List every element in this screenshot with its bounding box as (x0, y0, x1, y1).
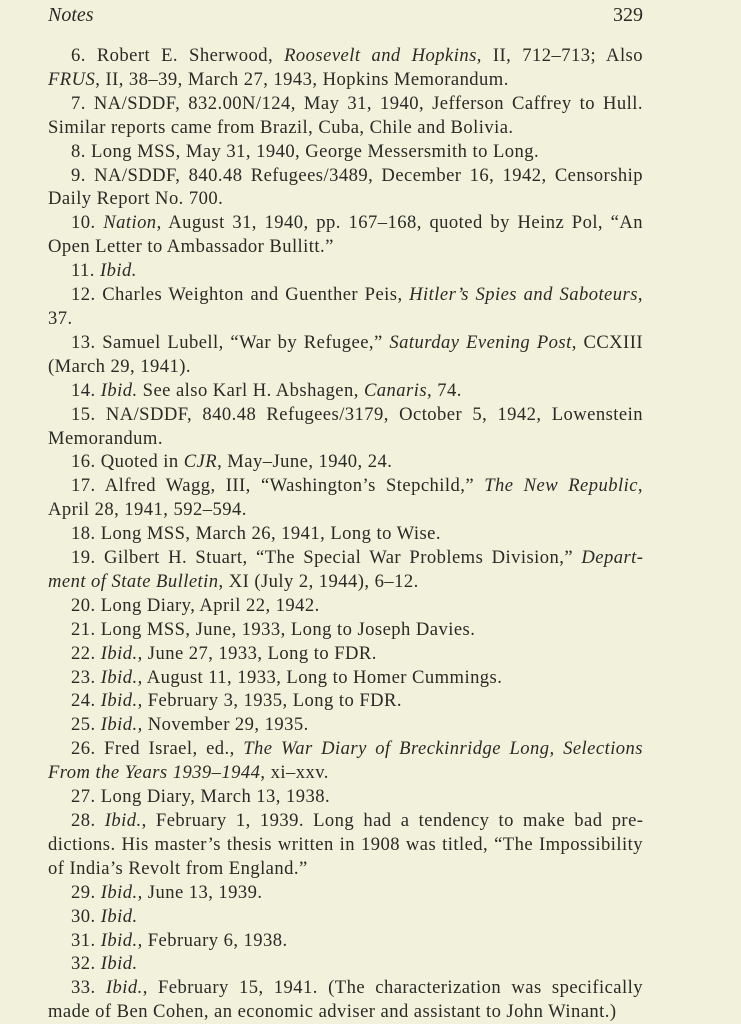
footnote (48, 546, 643, 594)
footnote (48, 331, 643, 379)
note-text: 26. Fred Israel, ed., (71, 738, 244, 760)
footnote (48, 905, 643, 929)
note-text: 17. Alfred Wagg, III, “Washington’s Stepchild,” (71, 475, 485, 497)
note-italic-text: Nation (103, 212, 157, 234)
note-italic-text: Ibid. (100, 690, 138, 712)
footnote (48, 594, 643, 618)
note-text: 13. Samuel Lubell, “War by Refugee,” (71, 331, 390, 353)
note-text: , II, 712–713; Also (476, 45, 643, 66)
note-italic-text: Ibid. (100, 642, 138, 664)
note-italic-text: The New Republic (484, 475, 638, 497)
note-text: , August 11, 1933, Long to Homer Cummings. (137, 666, 503, 688)
note-text: , May–June, 1940, 24. (217, 451, 393, 473)
note-text: 14. (71, 379, 101, 401)
note-text: , August 31, 1940, pp. 167–168, quoted by Heinz Pol, “An Open Letter to Ambassador Bullitt.” (48, 212, 643, 258)
note-text: 33. (71, 977, 106, 999)
note-text: 30. (71, 905, 101, 927)
footnote (48, 642, 643, 666)
note-text: 6. Robert E. Sherwood, (71, 45, 285, 66)
note-italic-text: Ibid. (100, 379, 138, 401)
note-italic-text: Ibid. (100, 714, 138, 736)
note-text: 10. (71, 212, 104, 234)
note-italic-text: Ibid. (100, 666, 138, 688)
footnote (48, 809, 643, 881)
note-text: , CCXIII (March 29, 1941). (48, 331, 643, 377)
note-text: 21. Long MSS, June, 1933, Long to Joseph Davies. (71, 618, 476, 640)
note-italic-text: The War Diary of Breckinridge Long, Selections From the Years 1939–1944 (48, 738, 643, 784)
note-text: 19. Gilbert H. Stuart, “The Special War Problems Division,” (71, 547, 582, 569)
note-text: , xi–xxv. (260, 762, 329, 784)
note-text: , 74. (427, 379, 462, 401)
note-italic-text: Ibid. (100, 905, 138, 927)
note-text: 22. (71, 642, 101, 664)
note-text: , February 3, 1935, Long to FDR. (137, 690, 402, 712)
footnote (48, 92, 643, 140)
note-text: 20. Long Diary, April 22, 1942. (71, 594, 320, 616)
footnote (48, 689, 643, 713)
note-text: 27. Long Diary, March 13, 1938. (71, 786, 331, 808)
note-italic-text: Canaris (363, 379, 428, 401)
footnote (48, 259, 643, 283)
footnote (48, 44, 643, 92)
footnote (48, 881, 643, 905)
footnote (48, 785, 643, 809)
note-italic-text: Ibid. (100, 953, 138, 975)
note-text: , XI (July 2, 1944), 6–12. (218, 570, 419, 592)
footnote (48, 379, 643, 403)
footnote (48, 737, 643, 785)
footnote (48, 211, 643, 259)
page-header (48, 4, 643, 30)
note-text: 11. (71, 260, 101, 282)
note-text: , February 15, 1941. (The characterization was specifically made of Ben Cohen, an economic adviser and assistant to John Winant.) (48, 977, 643, 1023)
footnote (48, 164, 643, 212)
note-text: 16. Quoted in (71, 451, 184, 473)
note-text: 12. Charles Weighton and Guenther Peis, (71, 284, 410, 306)
footnote (48, 450, 643, 474)
note-text: 24. (71, 690, 101, 712)
note-italic-text: Roosevelt and Hopkins (284, 45, 477, 66)
footnote (48, 283, 643, 331)
notes-list (48, 44, 643, 1024)
note-text: , 37. (48, 284, 643, 329)
note-text: 29. (71, 881, 101, 903)
note-text: 25. (71, 714, 101, 736)
note-text: , April 28, 1941, 592–594. (48, 475, 644, 521)
running-head: Notes (48, 4, 94, 26)
note-italic-text: Ibid. (100, 929, 138, 951)
note-italic-text: Ibid. (105, 977, 143, 999)
note-text: , November 29, 1935. (137, 714, 309, 736)
footnote (48, 140, 643, 164)
note-text: 7. NA/SDDF, 832.00N/124, May 31, 1940, Jefferson Caffrey to Hull. Similar reports came from Brazil, Cuba, Chile and Bolivia. (48, 92, 643, 138)
page-number: 329 (613, 4, 643, 26)
note-text: 31. (71, 929, 101, 951)
note-text: 18. Long MSS, March 26, 1941, Long to Wise. (71, 523, 441, 545)
note-text: 28. (71, 810, 105, 831)
note-text: 9. NA/SDDF, 840.48 Refugees/3489, December 16, 1942, Censorship Daily Report No. 700. (48, 164, 643, 210)
note-italic-text: Ibid. (104, 810, 142, 831)
footnote (48, 952, 643, 976)
note-text: , June 27, 1933, Long to FDR. (137, 642, 377, 664)
note-italic-text: FRUS (48, 68, 96, 90)
note-italic-text: Hitler’s Spies and Saboteurs (409, 284, 638, 306)
note-text: , II, 38–39, March 27, 1943, Hopkins Memorandum. (95, 68, 509, 90)
note-text: , February 1, 1939. Long had a tendency to make bad predictions. His master’s thesis written in 1908 was titled, “The Impossibility of India’s Revolt from England.” (48, 810, 643, 879)
footnote (48, 522, 643, 546)
note-text: See also Karl H. Abshagen, (137, 379, 364, 401)
note-italic-text: Ibid. (100, 881, 138, 903)
note-italic-text: CJR (183, 451, 218, 473)
footnote (48, 666, 643, 690)
note-text: 15. NA/SDDF, 840.48 Refugees/3179, October 5, 1942, Lowenstein Memorandum. (48, 403, 643, 449)
note-text: 32. (71, 953, 101, 975)
footnote (48, 618, 643, 642)
note-italic-text: Saturday Evening Post (389, 331, 572, 353)
note-text: 8. Long MSS, May 31, 1940, George Messersmith to Long. (71, 140, 540, 162)
note-text: 23. (71, 666, 101, 688)
footnote (48, 976, 643, 1024)
footnote (48, 929, 643, 953)
note-text: , February 6, 1938. (137, 929, 288, 951)
note-text: , June 13, 1939. (137, 881, 263, 903)
footnote (48, 474, 643, 522)
footnote (48, 403, 643, 451)
note-italic-text: Ibid. (100, 260, 137, 282)
note-italic-text: Department of State Bulletin (48, 547, 643, 592)
footnote (48, 713, 643, 737)
